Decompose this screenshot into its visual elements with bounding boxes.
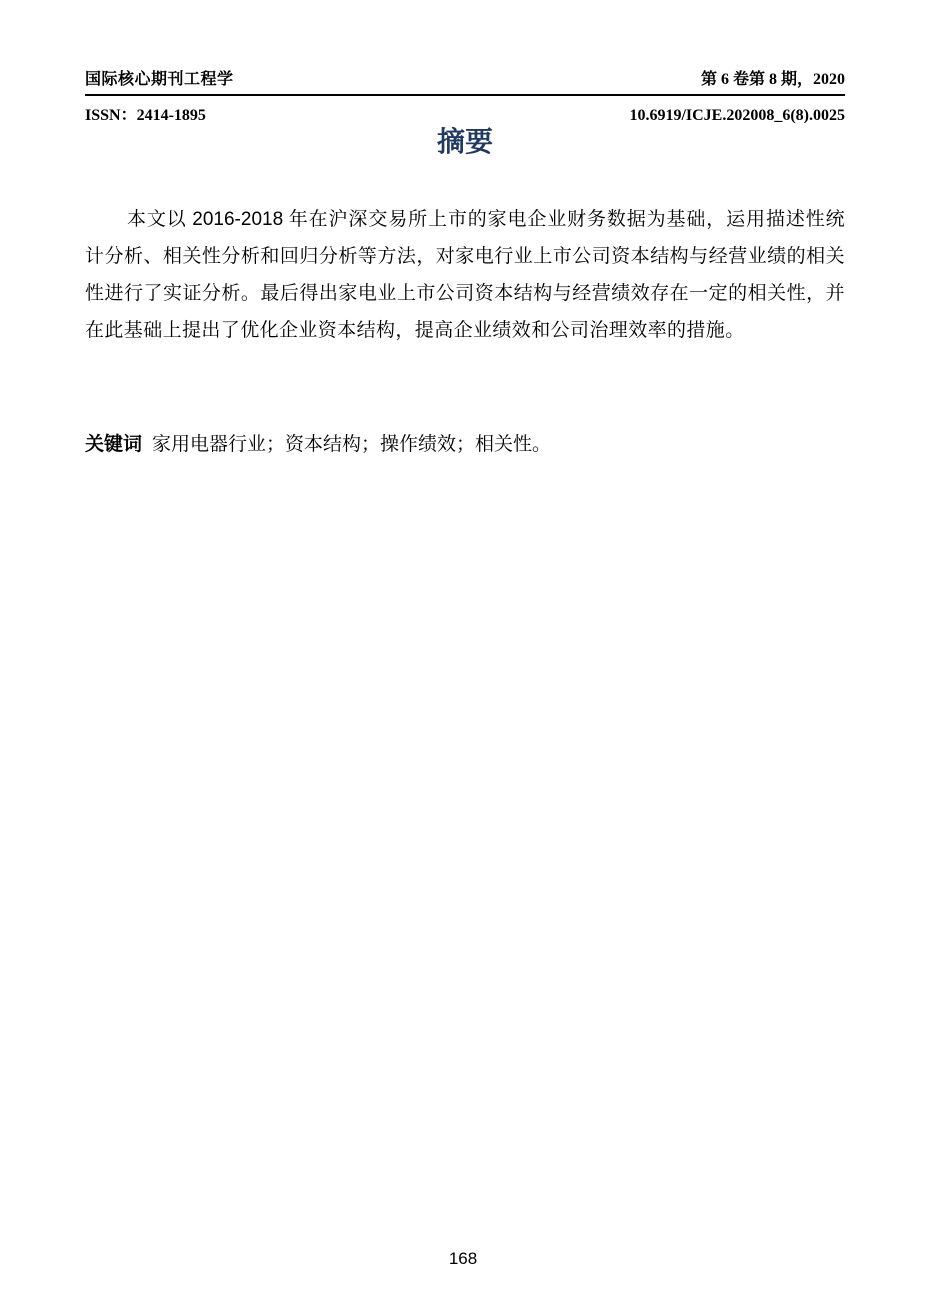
abstract-paragraph (85, 201, 845, 349)
issue-info: 第 6 卷第 8 期，2020 (700, 71, 845, 88)
page-footer (0, 1249, 926, 1269)
keywords-label: 关键词 (85, 434, 143, 455)
journal-name: 国际核心期刊工程学 (85, 71, 234, 88)
issn-label: ISSN：2414-1895 (85, 107, 206, 124)
page-title: 摘要 (436, 126, 493, 157)
page-header (85, 0, 845, 125)
abstract-year-range: 2016-2018 (192, 209, 284, 230)
doi-label: 10.6919/ICJE.202008_6(8).0025 (629, 107, 845, 124)
header-rule (85, 94, 845, 96)
keywords-text: 家用电器行业；资本结构；操作绩效；相关性。 (152, 434, 552, 455)
header-bottom-row (85, 102, 845, 125)
abstract-text-part1: 本文以 (127, 209, 193, 230)
keywords-line (85, 426, 845, 463)
header-top-row (85, 66, 845, 89)
abstract-text-part2: 年在沪深交易所上市的家电企业财务数据为基础，运用描述性统计分析、相关性分析和回归分析等方法，对家电行业上市公司资本结构与经营业绩的相关性进行了实证分析。最后得出家电业上市公司资本结构与经营绩效存在一定的相关性，并在此基础上提出了优化企业资本结构，提高企业绩效和公司治理效率的措施。 (85, 209, 845, 341)
page-number: 168 (448, 1249, 478, 1268)
